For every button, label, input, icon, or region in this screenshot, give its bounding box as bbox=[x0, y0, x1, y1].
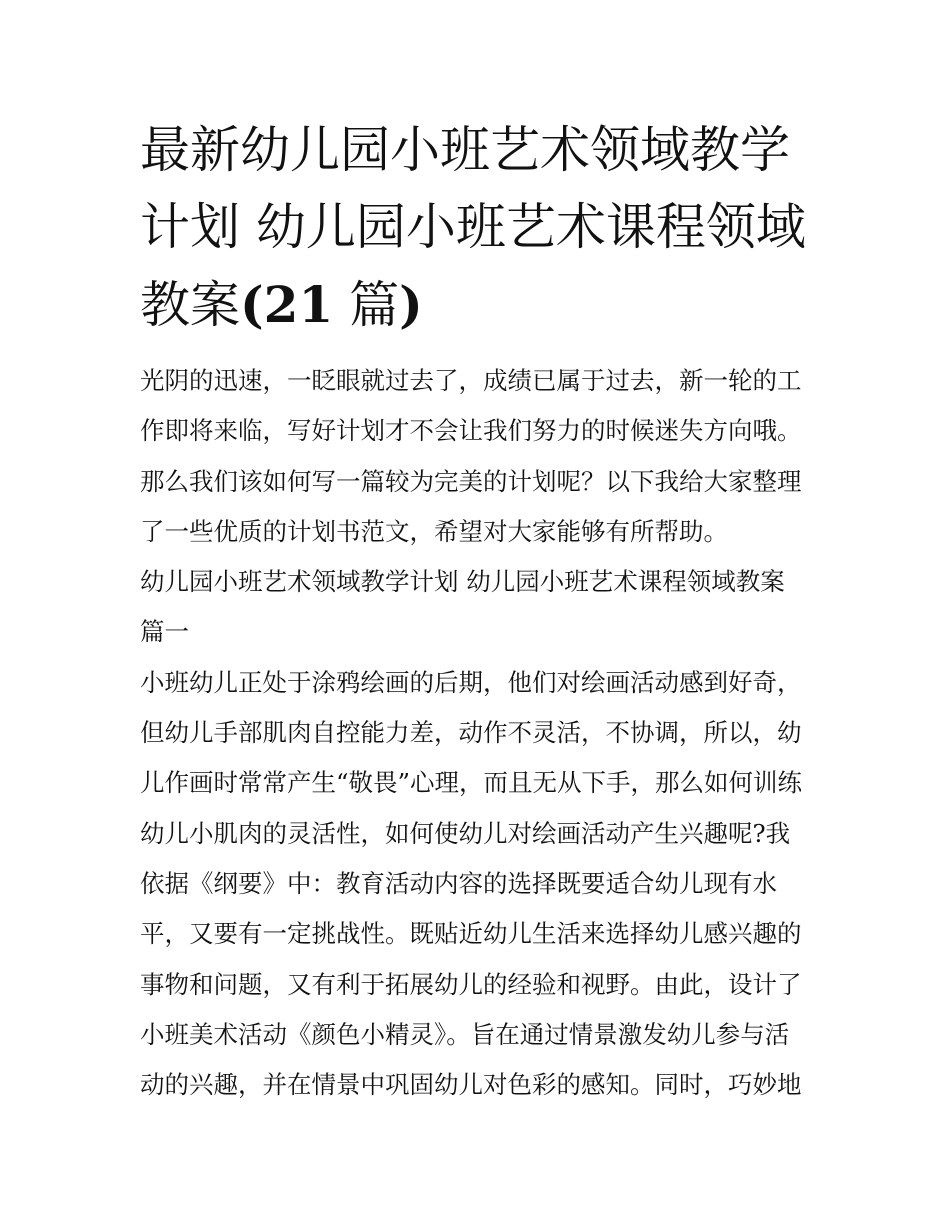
section-heading-line: 幼儿园小班艺术领域教学计划 幼儿园小班艺术课程领域教案 bbox=[140, 567, 785, 597]
intro-line: 作即将来临，写好计划才不会让我们努力的时候迷失方向哦。 bbox=[140, 416, 802, 446]
body-paragraph bbox=[140, 658, 812, 1111]
intro-line: 了一些优质的计划书范文，希望对大家能够有所帮助。 bbox=[140, 516, 728, 546]
document-title bbox=[140, 112, 812, 344]
section-heading-line: 篇一 bbox=[140, 617, 189, 647]
intro-paragraph bbox=[140, 356, 812, 557]
body-line: 小班美术活动《颜色小精灵》。旨在通过情景激发幼儿参与活 bbox=[140, 1019, 790, 1049]
intro-line: 那么我们该如何写一篇较为完美的计划呢？以下我给大家整理 bbox=[140, 466, 802, 496]
title-article-unit: 篇 bbox=[333, 276, 400, 334]
title-article-count: (21 bbox=[240, 275, 334, 334]
title-line-2: 计划 幼儿园小班艺术课程领域 bbox=[140, 198, 806, 256]
body-line: 依据《纲要》中：教育活动内容的选择既要适合幼儿现有水 bbox=[140, 868, 777, 898]
body-line: 幼儿小肌肉的灵活性，如何使幼儿对绘画活动产生兴趣呢?我 bbox=[140, 818, 791, 848]
body-line: 动的兴趣，并在情景中巩固幼儿对色彩的感知。同时，巧妙地 bbox=[140, 1070, 802, 1100]
document-content bbox=[140, 112, 812, 1110]
body-line: 儿作画时常常产生“敬畏”心理，而且无从下手，那么如何训练 bbox=[140, 768, 803, 798]
intro-line: 光阴的迅速，一眨眼就过去了，成绩已属于过去，新一轮的工 bbox=[140, 366, 802, 395]
body-line: 事物和问题，又有利于拓展幼儿的经验和视野。由此，设计了 bbox=[140, 969, 802, 999]
title-line-3-prefix: 教案 bbox=[140, 276, 240, 334]
body-line: 平，又要有一定挑战性。既贴近幼儿生活来选择幼儿感兴趣的 bbox=[140, 919, 802, 949]
section-heading bbox=[140, 557, 812, 658]
title-line-1: 最新幼儿园小班艺术领域教学 bbox=[140, 121, 790, 179]
body-line: 小班幼儿正处于涂鸦绘画的后期，他们对绘画活动感到好奇， bbox=[140, 667, 802, 697]
title-line-3 bbox=[140, 266, 812, 344]
title-close-paren: ) bbox=[399, 275, 423, 334]
body-line: 但幼儿手部肌肉自控能力差，动作不灵活，不协调，所以，幼 bbox=[140, 718, 802, 748]
